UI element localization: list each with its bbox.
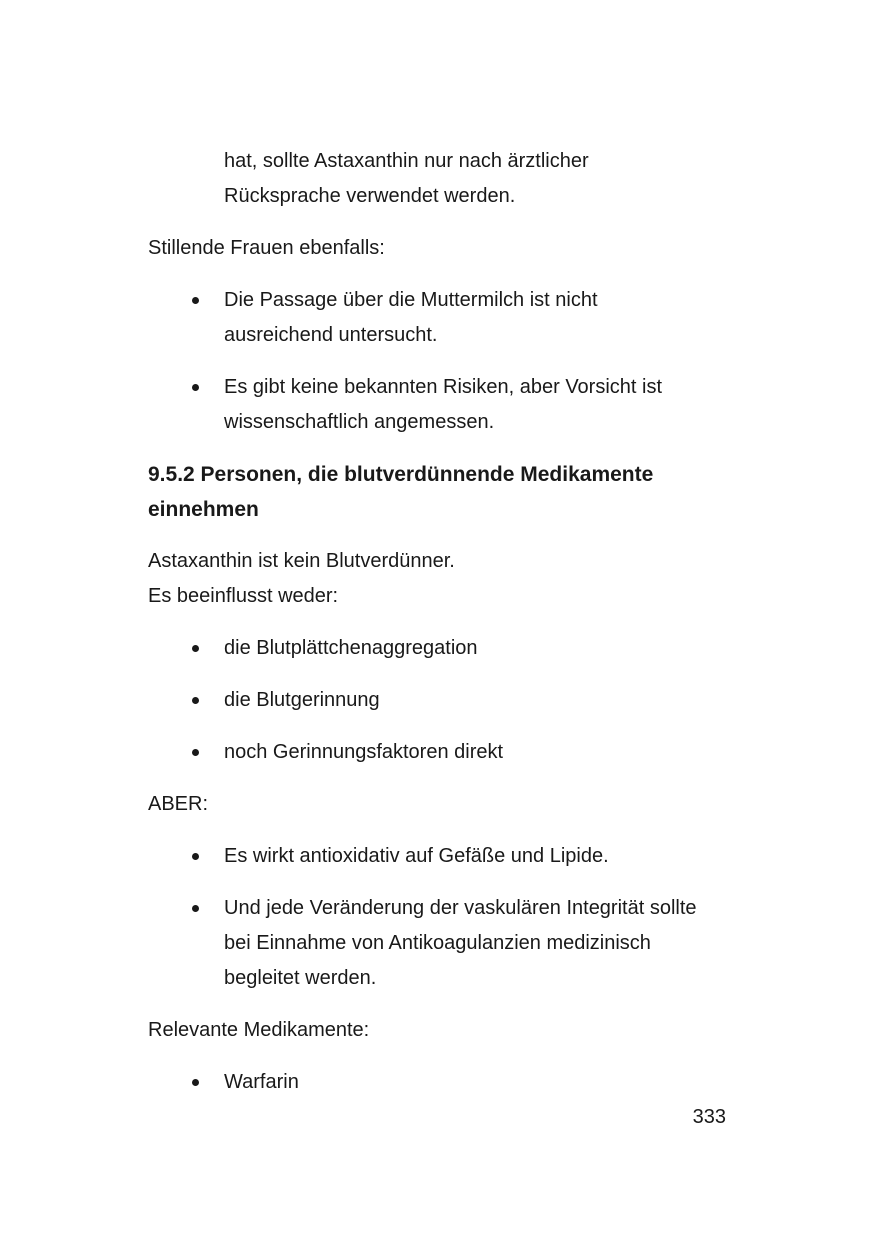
list-item-text: die Blutgerinnung bbox=[224, 689, 380, 711]
bullet-icon bbox=[192, 905, 199, 912]
bullet-list-beeinflusst bbox=[148, 631, 726, 770]
paragraph-continuation: hat, sollte Astaxanthin nur nach ärztlicher Rücksprache verwendet werden. bbox=[224, 150, 589, 207]
page-number: 333 bbox=[692, 1106, 726, 1128]
bullet-icon bbox=[192, 297, 199, 304]
bullet-icon bbox=[192, 384, 199, 391]
list-item bbox=[148, 631, 708, 666]
bullet-list-stillende bbox=[148, 283, 726, 440]
bullet-icon bbox=[192, 645, 199, 652]
list-item-text: die Blutplättchenaggregation bbox=[224, 637, 478, 659]
paragraph-relevante-medikamente: Relevante Medikamente: bbox=[148, 1019, 370, 1041]
list-item-text: Es gibt keine bekannten Risiken, aber Vorsicht ist wissenschaftlich angemessen. bbox=[224, 376, 663, 433]
page-content bbox=[148, 144, 726, 1100]
list-item bbox=[148, 283, 708, 353]
list-item bbox=[148, 1065, 708, 1100]
list-item-text: Und jede Veränderung der vaskulären Integrität sollte bei Einnahme von Antikoagulanzien medizinisch begleitet werden. bbox=[224, 897, 697, 989]
bullet-icon bbox=[192, 1079, 199, 1086]
list-item bbox=[148, 891, 708, 996]
list-item-text: Es wirkt antioxidativ auf Gefäße und Lipide. bbox=[224, 845, 609, 867]
list-item bbox=[148, 735, 708, 770]
bullet-icon bbox=[192, 697, 199, 704]
paragraph-line: Es beeinflusst weder: bbox=[148, 585, 339, 607]
paragraph-blutverduenner bbox=[148, 544, 708, 614]
list-item-text: noch Gerinnungsfaktoren direkt bbox=[224, 741, 504, 763]
list-item bbox=[148, 839, 708, 874]
list-item-text: Die Passage über die Muttermilch ist nicht ausreichend untersucht. bbox=[224, 289, 598, 346]
bullet-icon bbox=[192, 853, 199, 860]
bullet-list-medikamente bbox=[148, 1065, 726, 1100]
bullet-list-aber bbox=[148, 839, 726, 996]
list-item bbox=[148, 683, 708, 718]
bullet-icon bbox=[192, 749, 199, 756]
list-item bbox=[148, 370, 708, 440]
list-item-text: Warfarin bbox=[224, 1071, 299, 1093]
section-heading-952: 9.5.2 Personen, die blutverdünnende Medikamente einnehmen bbox=[148, 463, 654, 521]
paragraph-line: Astaxanthin ist kein Blutverdünner. bbox=[148, 550, 455, 572]
paragraph-aber: ABER: bbox=[148, 793, 209, 815]
paragraph-stillende-frauen: Stillende Frauen ebenfalls: bbox=[148, 237, 385, 259]
